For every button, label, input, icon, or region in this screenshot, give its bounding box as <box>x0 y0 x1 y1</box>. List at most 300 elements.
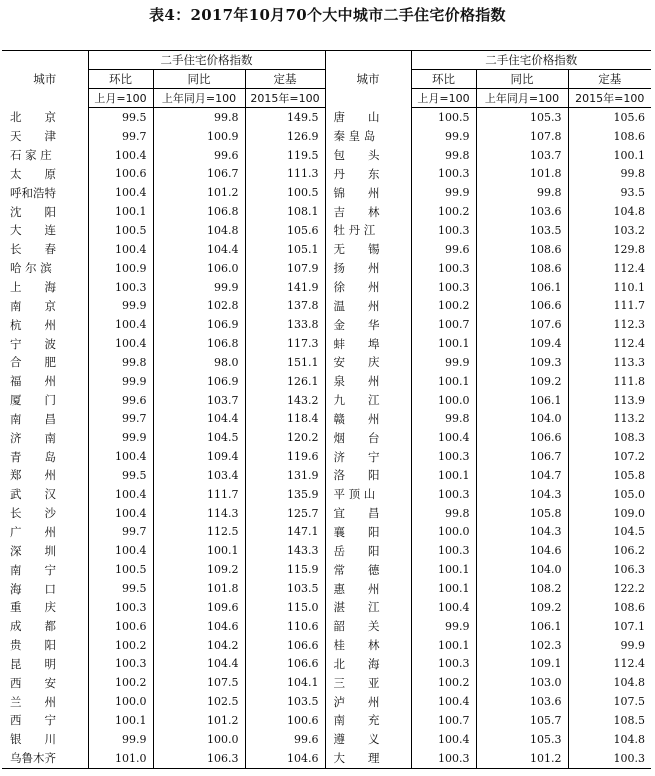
yoy-cell: 104.5 <box>153 428 245 447</box>
city-cell: 贵 阳 <box>10 638 56 653</box>
yoy-cell: 101.8 <box>476 165 568 184</box>
base-cell: 115.9 <box>245 560 325 579</box>
yoy-cell: 108.2 <box>476 579 568 598</box>
mom-cell: 99.9 <box>411 617 476 636</box>
city-cell: 惠 州 <box>325 579 411 598</box>
base-cell: 111.8 <box>568 372 651 391</box>
city-cell: 安 庆 <box>325 353 411 372</box>
mom-cell: 100.1 <box>88 202 153 221</box>
mom-cell: 100.4 <box>411 428 476 447</box>
base-cell: 137.8 <box>245 296 325 315</box>
mom-cell: 99.9 <box>411 183 476 202</box>
city-header-left: 城市 <box>2 51 88 108</box>
mom-cell: 100.0 <box>411 523 476 542</box>
yoy-cell: 98.0 <box>153 353 245 372</box>
city-cell: 包 头 <box>325 146 411 165</box>
yoy-cell: 106.1 <box>476 278 568 297</box>
city-cell: 济 南 <box>10 430 56 445</box>
base-cell: 112.4 <box>568 334 651 353</box>
base-cell: 111.3 <box>245 165 325 184</box>
yoy-cell: 109.4 <box>153 447 245 466</box>
yoy-cell: 109.4 <box>476 334 568 353</box>
base-cell: 122.2 <box>568 579 651 598</box>
city-cell: 昆 明 <box>10 656 56 671</box>
mom-cell: 100.5 <box>88 560 153 579</box>
yoy-cell: 104.2 <box>153 636 245 655</box>
city-cell: 天 津 <box>10 129 56 144</box>
base-cell: 120.2 <box>245 428 325 447</box>
city-cell: 哈 尔 滨 <box>10 261 52 276</box>
city-cell: 桂 林 <box>325 636 411 655</box>
yoy-cell: 109.2 <box>153 560 245 579</box>
table-row <box>2 296 651 315</box>
yoy-cell: 103.6 <box>476 692 568 711</box>
base-cell: 105.6 <box>568 108 651 127</box>
city-cell: 西 安 <box>10 675 56 690</box>
city-cell: 南 京 <box>10 298 56 313</box>
base-cell: 112.4 <box>568 259 651 278</box>
base-cell: 111.7 <box>568 296 651 315</box>
table-row <box>2 447 651 466</box>
mom-cell: 100.0 <box>88 692 153 711</box>
mom-cell: 100.3 <box>88 654 153 673</box>
table-row <box>2 410 651 429</box>
city-cell: 重 庆 <box>10 600 56 615</box>
table-row <box>2 541 651 560</box>
city-cell: 岳 阳 <box>325 541 411 560</box>
base-cell: 149.5 <box>245 108 325 127</box>
col-header-mom-left: 环比 <box>88 70 153 89</box>
city-cell: 北 京 <box>10 110 56 125</box>
base-cell: 104.5 <box>568 523 651 542</box>
base-cell: 108.6 <box>568 598 651 617</box>
base-cell: 106.2 <box>568 541 651 560</box>
base-cell: 103.2 <box>568 221 651 240</box>
city-cell: 西 宁 <box>10 713 56 728</box>
mom-cell: 100.1 <box>411 466 476 485</box>
yoy-cell: 106.1 <box>476 391 568 410</box>
mom-cell: 100.3 <box>411 485 476 504</box>
city-cell: 扬 州 <box>325 259 411 278</box>
yoy-cell: 106.8 <box>153 202 245 221</box>
city-cell: 襄 阳 <box>325 523 411 542</box>
city-cell: 遵 义 <box>325 730 411 749</box>
table-row <box>2 278 651 297</box>
city-cell: 太 原 <box>10 166 56 181</box>
yoy-cell: 102.3 <box>476 636 568 655</box>
base-cell: 112.3 <box>568 315 651 334</box>
base-cell: 100.6 <box>245 711 325 730</box>
yoy-cell: 112.5 <box>153 523 245 542</box>
mom-cell: 100.3 <box>411 541 476 560</box>
mom-cell: 100.2 <box>88 636 153 655</box>
base-cell: 112.4 <box>568 654 651 673</box>
yoy-cell: 103.7 <box>153 391 245 410</box>
city-cell: 温 州 <box>325 296 411 315</box>
base-cell: 141.9 <box>245 278 325 297</box>
table-row <box>2 579 651 598</box>
table-row <box>2 353 651 372</box>
mom-cell: 100.1 <box>411 372 476 391</box>
yoy-cell: 108.6 <box>476 259 568 278</box>
city-cell: 丹 东 <box>325 165 411 184</box>
yoy-cell: 103.7 <box>476 146 568 165</box>
mom-cell: 99.5 <box>88 108 153 127</box>
price-index-table <box>2 50 651 769</box>
mom-cell: 99.7 <box>88 523 153 542</box>
table-row <box>2 466 651 485</box>
mom-cell: 100.4 <box>88 146 153 165</box>
sub-header-base-left: 2015年=100 <box>245 89 325 108</box>
mom-cell: 100.3 <box>88 598 153 617</box>
base-cell: 103.5 <box>245 692 325 711</box>
yoy-cell: 99.8 <box>153 108 245 127</box>
table-row <box>2 372 651 391</box>
mom-cell: 100.2 <box>411 202 476 221</box>
city-cell: 南 充 <box>325 711 411 730</box>
base-cell: 106.6 <box>245 636 325 655</box>
mom-cell: 100.4 <box>88 315 153 334</box>
city-cell: 唐 山 <box>325 108 411 127</box>
table-row <box>2 259 651 278</box>
city-cell: 锦 州 <box>325 183 411 202</box>
city-cell: 青 岛 <box>10 449 56 464</box>
yoy-cell: 111.7 <box>153 485 245 504</box>
city-cell: 北 海 <box>325 654 411 673</box>
mom-cell: 99.7 <box>88 127 153 146</box>
mom-cell: 99.9 <box>88 428 153 447</box>
yoy-cell: 105.7 <box>476 711 568 730</box>
yoy-cell: 109.3 <box>476 353 568 372</box>
yoy-cell: 103.0 <box>476 673 568 692</box>
mom-cell: 100.3 <box>411 221 476 240</box>
yoy-cell: 102.8 <box>153 296 245 315</box>
city-cell: 金 华 <box>325 315 411 334</box>
table-row <box>2 428 651 447</box>
table-row <box>2 617 651 636</box>
mom-cell: 100.4 <box>411 598 476 617</box>
yoy-cell: 104.4 <box>153 410 245 429</box>
table-row <box>2 240 651 259</box>
base-cell: 107.5 <box>568 692 651 711</box>
base-cell: 107.9 <box>245 259 325 278</box>
mom-cell: 100.1 <box>411 636 476 655</box>
yoy-cell: 100.1 <box>153 541 245 560</box>
yoy-cell: 106.3 <box>153 749 245 768</box>
yoy-cell: 106.8 <box>153 334 245 353</box>
mom-cell: 100.4 <box>88 240 153 259</box>
table-row <box>2 202 651 221</box>
city-cell: 合 肥 <box>10 355 56 370</box>
base-cell: 100.3 <box>568 749 651 768</box>
city-cell: 平 顶 山 <box>325 485 411 504</box>
table-row <box>2 504 651 523</box>
base-cell: 105.8 <box>568 466 651 485</box>
city-cell: 厦 门 <box>10 393 56 408</box>
table-row <box>2 730 651 749</box>
city-cell: 吉 林 <box>325 202 411 221</box>
city-cell: 深 圳 <box>10 543 56 558</box>
table-row <box>2 183 651 202</box>
yoy-cell: 106.6 <box>476 428 568 447</box>
base-cell: 107.1 <box>568 617 651 636</box>
mom-cell: 100.5 <box>88 221 153 240</box>
mom-cell: 99.8 <box>411 504 476 523</box>
yoy-cell: 103.5 <box>476 221 568 240</box>
yoy-cell: 99.9 <box>153 278 245 297</box>
yoy-cell: 99.8 <box>476 183 568 202</box>
mom-cell: 99.9 <box>88 372 153 391</box>
yoy-cell: 106.6 <box>476 296 568 315</box>
mom-cell: 99.5 <box>88 466 153 485</box>
city-cell: 泉 州 <box>325 372 411 391</box>
base-cell: 107.2 <box>568 447 651 466</box>
yoy-cell: 99.6 <box>153 146 245 165</box>
city-cell: 广 州 <box>10 524 56 539</box>
table-row <box>2 334 651 353</box>
table-title: 表4：2017年10月70个大中城市二手住宅价格指数 <box>149 6 506 24</box>
table-row <box>2 315 651 334</box>
base-cell: 143.3 <box>245 541 325 560</box>
mom-cell: 100.1 <box>88 711 153 730</box>
base-cell: 108.3 <box>568 428 651 447</box>
sub-header-mom-left: 上月=100 <box>88 89 153 108</box>
table-row <box>2 391 651 410</box>
yoy-cell: 109.6 <box>153 598 245 617</box>
city-cell: 福 州 <box>10 374 56 389</box>
base-cell: 115.0 <box>245 598 325 617</box>
group-header-right: 二手住宅价格指数 <box>411 51 651 70</box>
mom-cell: 100.1 <box>411 560 476 579</box>
city-cell: 烟 台 <box>325 428 411 447</box>
base-cell: 108.6 <box>568 127 651 146</box>
col-header-mom-right: 环比 <box>411 70 476 89</box>
mom-cell: 100.6 <box>88 165 153 184</box>
mom-cell: 100.1 <box>411 334 476 353</box>
city-cell: 长 春 <box>10 242 56 257</box>
yoy-cell: 102.5 <box>153 692 245 711</box>
city-cell: 武 汉 <box>10 487 56 502</box>
base-cell: 113.2 <box>568 410 651 429</box>
city-cell: 杭 州 <box>10 317 56 332</box>
yoy-cell: 106.0 <box>153 259 245 278</box>
city-cell: 韶 关 <box>325 617 411 636</box>
base-cell: 118.4 <box>245 410 325 429</box>
table-row <box>2 146 651 165</box>
mom-cell: 100.6 <box>88 617 153 636</box>
yoy-cell: 106.7 <box>476 447 568 466</box>
mom-cell: 100.3 <box>88 278 153 297</box>
base-cell: 151.1 <box>245 353 325 372</box>
city-cell: 长 沙 <box>10 506 56 521</box>
mom-cell: 100.2 <box>411 673 476 692</box>
mom-cell: 99.9 <box>88 730 153 749</box>
col-header-yoy-right: 同比 <box>476 70 568 89</box>
city-cell: 徐 州 <box>325 278 411 297</box>
city-cell: 牡 丹 江 <box>325 221 411 240</box>
base-cell: 93.5 <box>568 183 651 202</box>
table-row <box>2 598 651 617</box>
base-cell: 133.8 <box>245 315 325 334</box>
base-cell: 99.6 <box>245 730 325 749</box>
yoy-cell: 109.1 <box>476 654 568 673</box>
yoy-cell: 107.6 <box>476 315 568 334</box>
yoy-cell: 101.2 <box>476 749 568 768</box>
yoy-cell: 104.3 <box>476 485 568 504</box>
city-cell: 泸 州 <box>325 692 411 711</box>
mom-cell: 99.6 <box>88 391 153 410</box>
base-cell: 103.5 <box>245 579 325 598</box>
col-header-base-right: 定基 <box>568 70 651 89</box>
yoy-cell: 105.3 <box>476 108 568 127</box>
city-cell: 兰 州 <box>10 694 56 709</box>
yoy-cell: 104.6 <box>476 541 568 560</box>
mom-cell: 100.3 <box>411 654 476 673</box>
yoy-cell: 107.5 <box>153 673 245 692</box>
base-cell: 135.9 <box>245 485 325 504</box>
city-cell: 郑 州 <box>10 468 56 483</box>
mom-cell: 99.9 <box>411 353 476 372</box>
mom-cell: 100.2 <box>411 296 476 315</box>
city-cell: 无 锡 <box>325 240 411 259</box>
mom-cell: 100.4 <box>411 730 476 749</box>
sub-header-base-right: 2015年=100 <box>568 89 651 108</box>
mom-cell: 100.5 <box>411 108 476 127</box>
city-cell: 沈 阳 <box>10 204 56 219</box>
mom-cell: 100.4 <box>88 447 153 466</box>
table-row <box>2 523 651 542</box>
sub-header-yoy-left: 上年同月=100 <box>153 89 245 108</box>
table-row <box>2 485 651 504</box>
base-cell: 147.1 <box>245 523 325 542</box>
city-cell: 大 理 <box>325 749 411 768</box>
base-cell: 108.5 <box>568 711 651 730</box>
base-cell: 143.2 <box>245 391 325 410</box>
yoy-cell: 109.2 <box>476 372 568 391</box>
yoy-cell: 105.8 <box>476 504 568 523</box>
base-cell: 119.6 <box>245 447 325 466</box>
yoy-cell: 104.8 <box>153 221 245 240</box>
city-cell: 三 亚 <box>325 673 411 692</box>
base-cell: 100.1 <box>568 146 651 165</box>
base-cell: 109.0 <box>568 504 651 523</box>
base-cell: 113.3 <box>568 353 651 372</box>
mom-cell: 100.4 <box>411 692 476 711</box>
yoy-cell: 105.3 <box>476 730 568 749</box>
yoy-cell: 104.0 <box>476 410 568 429</box>
yoy-cell: 103.6 <box>476 202 568 221</box>
base-cell: 105.0 <box>568 485 651 504</box>
yoy-cell: 104.4 <box>153 654 245 673</box>
yoy-cell: 101.2 <box>153 711 245 730</box>
yoy-cell: 106.1 <box>476 617 568 636</box>
mom-cell: 100.7 <box>411 711 476 730</box>
yoy-cell: 114.3 <box>153 504 245 523</box>
city-cell: 银 川 <box>10 732 56 747</box>
mom-cell: 100.4 <box>88 541 153 560</box>
yoy-cell: 106.9 <box>153 315 245 334</box>
base-cell: 119.5 <box>245 146 325 165</box>
mom-cell: 100.3 <box>411 165 476 184</box>
mom-cell: 100.2 <box>88 673 153 692</box>
mom-cell: 101.0 <box>88 749 153 768</box>
city-cell: 湛 江 <box>325 598 411 617</box>
yoy-cell: 107.8 <box>476 127 568 146</box>
base-cell: 125.7 <box>245 504 325 523</box>
base-cell: 110.1 <box>568 278 651 297</box>
city-cell: 上 海 <box>10 280 56 295</box>
city-cell: 海 口 <box>10 581 56 596</box>
mom-cell: 100.0 <box>411 391 476 410</box>
yoy-cell: 104.6 <box>153 617 245 636</box>
yoy-cell: 104.7 <box>476 466 568 485</box>
base-cell: 104.8 <box>568 730 651 749</box>
city-cell: 成 都 <box>10 619 56 634</box>
yoy-cell: 101.8 <box>153 579 245 598</box>
city-cell: 大 连 <box>10 223 56 238</box>
col-header-base-left: 定基 <box>245 70 325 89</box>
mom-cell: 100.3 <box>411 259 476 278</box>
mom-cell: 99.5 <box>88 579 153 598</box>
mom-cell: 99.9 <box>88 296 153 315</box>
base-cell: 126.1 <box>245 372 325 391</box>
base-cell: 104.8 <box>568 202 651 221</box>
base-cell: 108.1 <box>245 202 325 221</box>
group-header-left: 二手住宅价格指数 <box>88 51 325 70</box>
yoy-cell: 109.2 <box>476 598 568 617</box>
base-cell: 110.6 <box>245 617 325 636</box>
base-cell: 105.1 <box>245 240 325 259</box>
yoy-cell: 104.3 <box>476 523 568 542</box>
city-cell: 济 宁 <box>325 447 411 466</box>
mom-cell: 99.9 <box>411 127 476 146</box>
yoy-cell: 104.4 <box>153 240 245 259</box>
base-cell: 113.9 <box>568 391 651 410</box>
city-cell: 蚌 埠 <box>325 334 411 353</box>
sub-header-yoy-right: 上年同月=100 <box>476 89 568 108</box>
base-cell: 129.8 <box>568 240 651 259</box>
base-cell: 104.8 <box>568 673 651 692</box>
mom-cell: 99.6 <box>411 240 476 259</box>
city-header-right: 城市 <box>325 51 411 108</box>
city-cell: 宁 波 <box>10 336 56 351</box>
table-row <box>2 654 651 673</box>
city-cell: 呼和浩特 <box>10 185 56 200</box>
base-cell: 131.9 <box>245 466 325 485</box>
mom-cell: 100.3 <box>411 447 476 466</box>
city-cell: 南 昌 <box>10 411 56 426</box>
yoy-cell: 100.0 <box>153 730 245 749</box>
city-cell: 南 宁 <box>10 562 56 577</box>
mom-cell: 100.7 <box>411 315 476 334</box>
base-cell: 100.5 <box>245 183 325 202</box>
mom-cell: 100.4 <box>88 334 153 353</box>
base-cell: 106.3 <box>568 560 651 579</box>
mom-cell: 100.4 <box>88 183 153 202</box>
city-cell: 石 家 庄 <box>10 148 52 163</box>
mom-cell: 100.9 <box>88 259 153 278</box>
yoy-cell: 108.6 <box>476 240 568 259</box>
yoy-cell: 100.9 <box>153 127 245 146</box>
mom-cell: 100.3 <box>411 749 476 768</box>
sub-header-mom-right: 上月=100 <box>411 89 476 108</box>
city-cell: 洛 阳 <box>325 466 411 485</box>
table-row <box>2 108 651 127</box>
table-row <box>2 221 651 240</box>
city-cell: 宜 昌 <box>325 504 411 523</box>
base-cell: 104.1 <box>245 673 325 692</box>
mom-cell: 99.7 <box>88 410 153 429</box>
